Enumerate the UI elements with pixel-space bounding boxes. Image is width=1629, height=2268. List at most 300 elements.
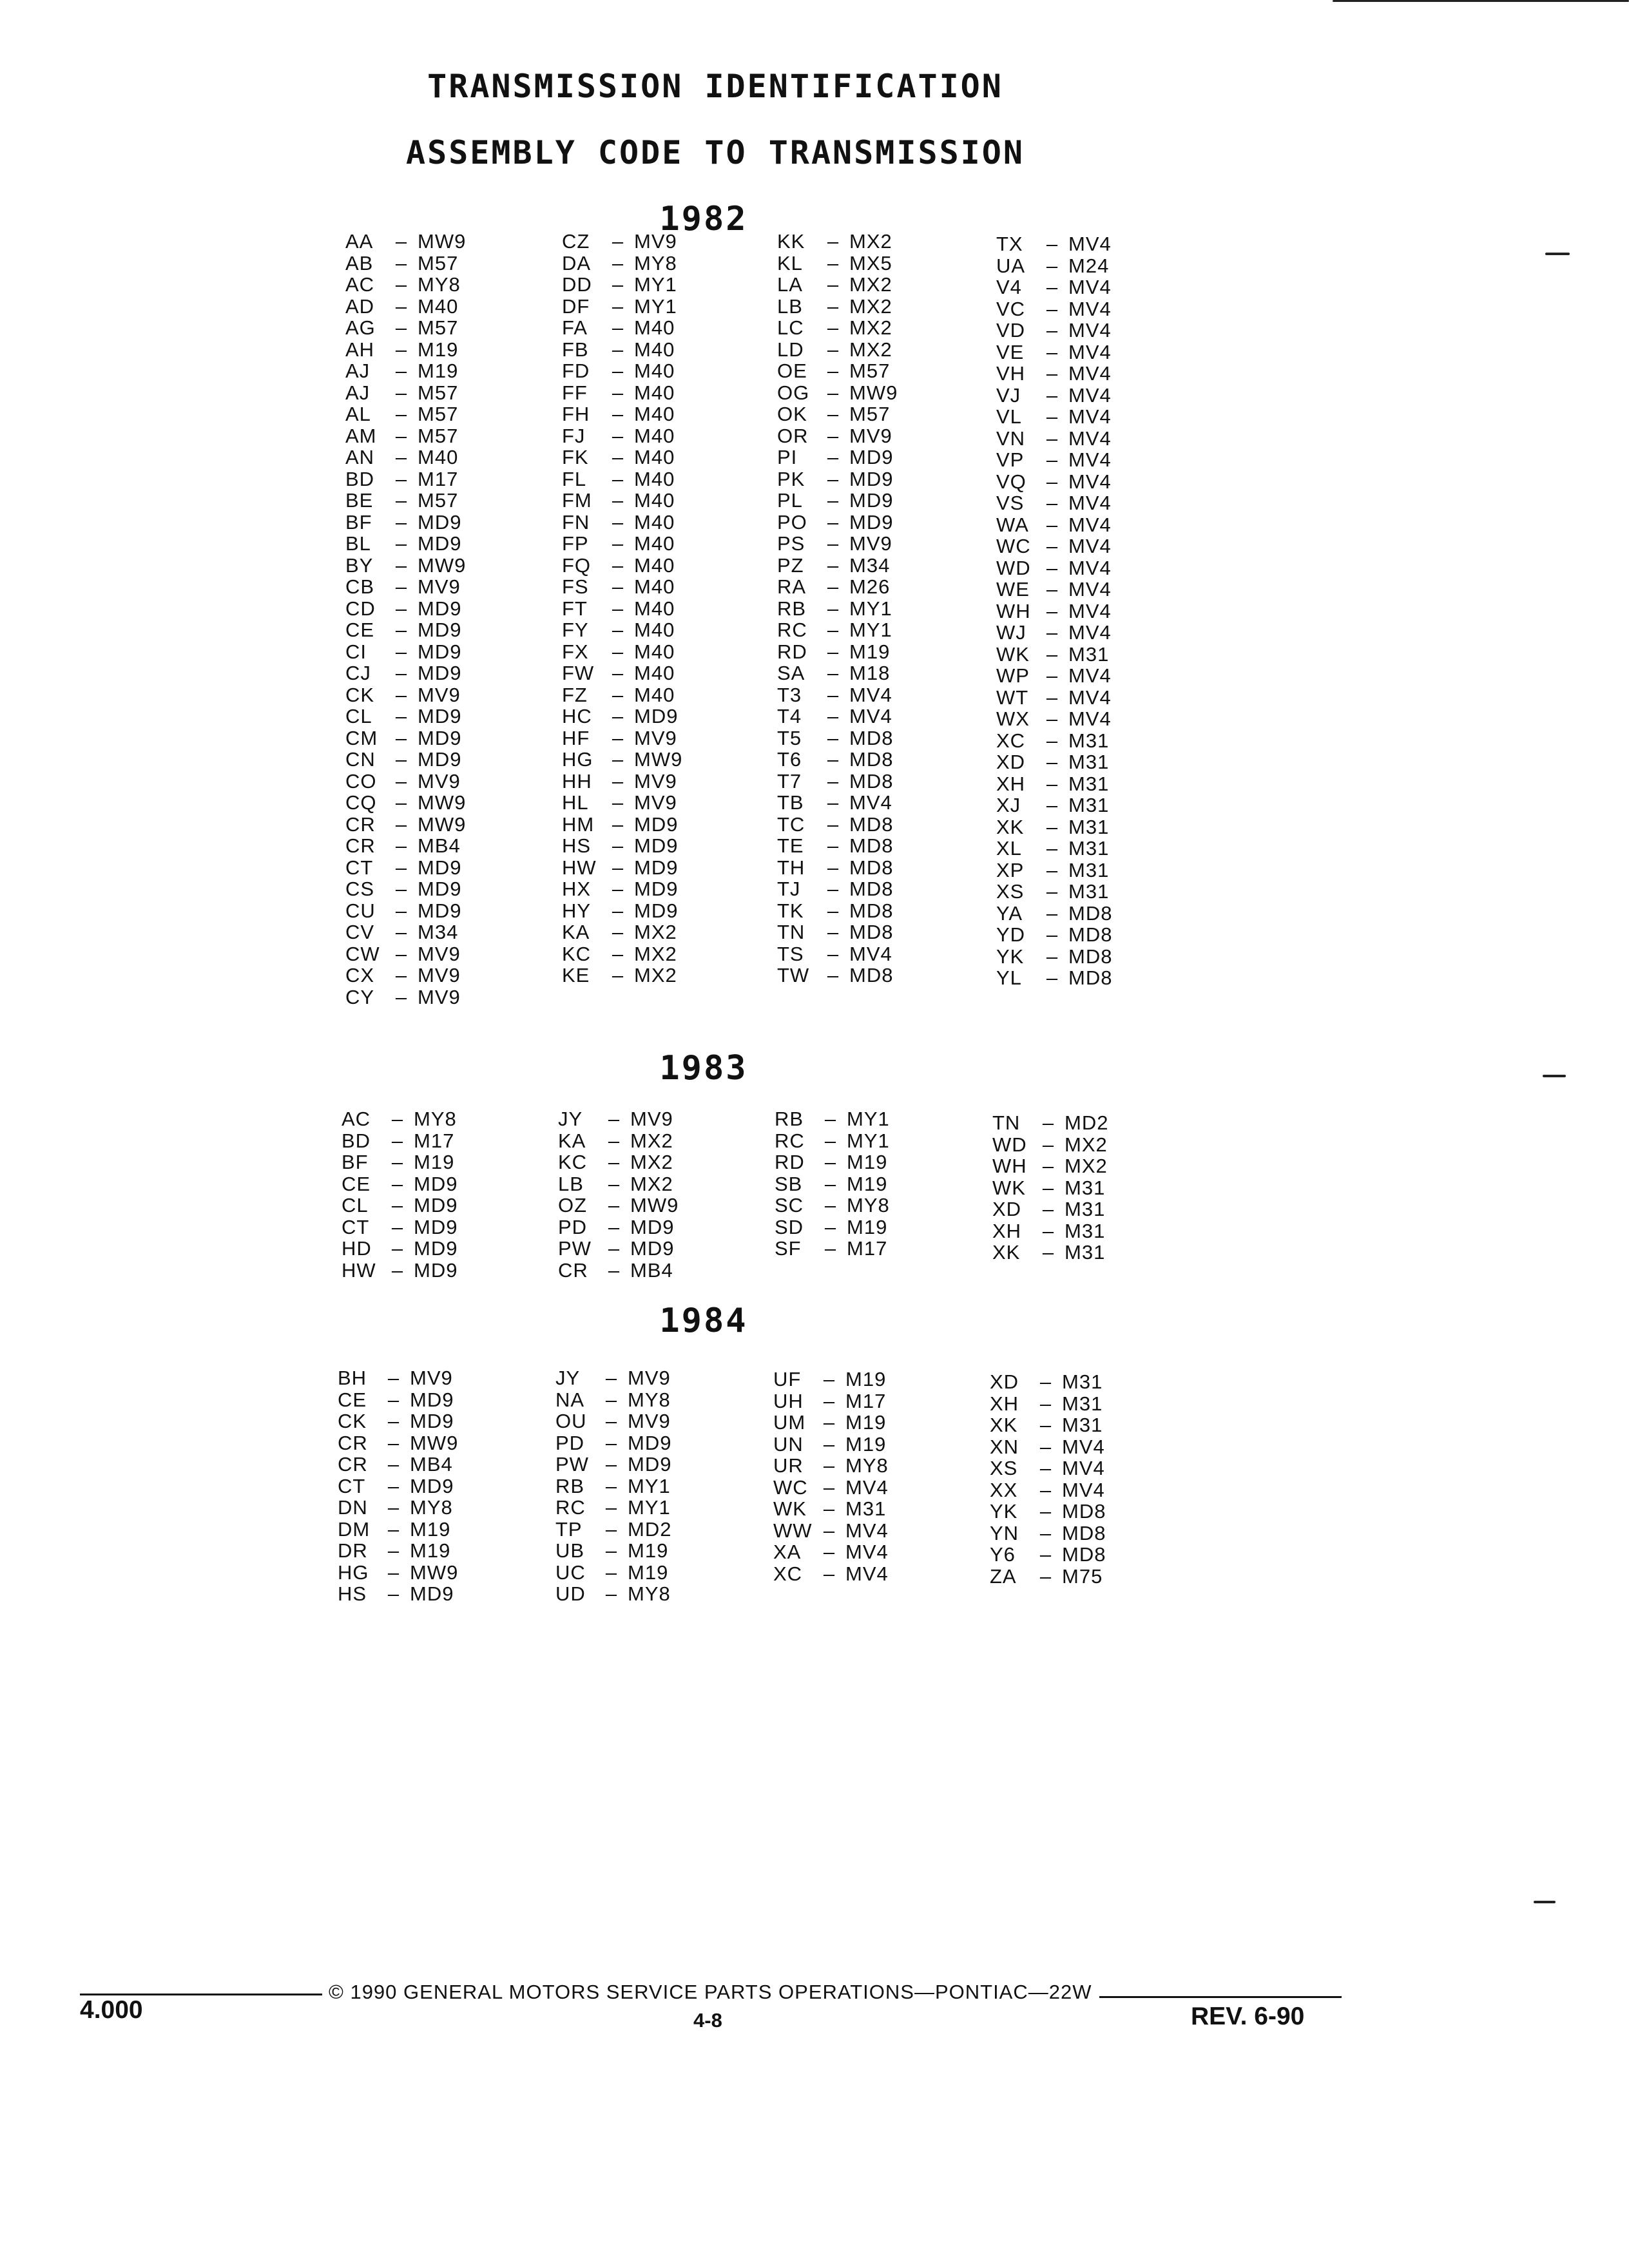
code-entry bbox=[338, 1410, 531, 1432]
code-entry bbox=[777, 662, 970, 684]
separator-dash: – bbox=[827, 597, 840, 620]
separator-dash: – bbox=[612, 553, 624, 577]
code-entry bbox=[555, 1540, 749, 1562]
assembly-code: FX bbox=[562, 640, 589, 663]
code-entry bbox=[996, 492, 1190, 514]
assembly-code: YD bbox=[996, 923, 1026, 946]
code-entry bbox=[992, 1220, 1186, 1242]
footer-page-number: 4-8 bbox=[693, 2009, 722, 2032]
assembly-code: DF bbox=[562, 294, 590, 318]
transmission-code: M57 bbox=[418, 316, 459, 339]
transmission-code: MD8 bbox=[1062, 1500, 1106, 1523]
separator-dash: – bbox=[605, 1539, 618, 1562]
code-entry bbox=[342, 1173, 535, 1195]
separator-dash: – bbox=[612, 575, 624, 598]
transmission-code: M34 bbox=[418, 921, 459, 943]
code-entry bbox=[555, 1475, 749, 1497]
code-entry bbox=[996, 946, 1190, 968]
code-entry bbox=[777, 619, 970, 641]
transmission-code: MD8 bbox=[849, 964, 894, 986]
assembly-code: WC bbox=[996, 535, 1031, 557]
separator-dash: – bbox=[1046, 383, 1059, 407]
assembly-code: BY bbox=[345, 553, 374, 577]
assembly-code: RD bbox=[775, 1151, 805, 1173]
separator-dash: – bbox=[1046, 923, 1059, 946]
assembly-code: HG bbox=[338, 1561, 369, 1584]
separator-dash: – bbox=[391, 1215, 404, 1238]
separator-dash: – bbox=[612, 878, 624, 900]
transmission-code: MD9 bbox=[414, 1237, 458, 1260]
transmission-code: M40 bbox=[634, 683, 675, 706]
transmission-code: M31 bbox=[1065, 1241, 1106, 1264]
transmission-code: MD9 bbox=[418, 726, 462, 749]
assembly-code: PS bbox=[777, 532, 805, 555]
assembly-code: FT bbox=[562, 597, 588, 620]
assembly-code: XH bbox=[992, 1219, 1022, 1242]
assembly-code: WT bbox=[996, 686, 1029, 709]
code-entry bbox=[345, 965, 539, 986]
assembly-code: HY bbox=[562, 899, 592, 922]
transmission-code: M40 bbox=[634, 575, 675, 598]
assembly-code: AG bbox=[345, 316, 376, 339]
separator-dash: – bbox=[1039, 1435, 1052, 1458]
assembly-code: CL bbox=[345, 705, 372, 727]
transmission-code: MD2 bbox=[1065, 1111, 1109, 1134]
code-entry bbox=[996, 967, 1190, 989]
separator-dash: – bbox=[612, 360, 624, 382]
separator-dash: – bbox=[612, 403, 624, 425]
assembly-code: LD bbox=[777, 338, 804, 361]
assembly-code: VN bbox=[996, 427, 1026, 450]
separator-dash: – bbox=[395, 834, 408, 857]
separator-dash: – bbox=[395, 553, 408, 577]
separator-dash: – bbox=[827, 294, 840, 318]
separator-dash: – bbox=[1046, 729, 1059, 752]
separator-dash: – bbox=[1042, 1133, 1055, 1156]
assembly-code: XJ bbox=[996, 794, 1021, 816]
code-entry bbox=[996, 665, 1190, 687]
code-entry bbox=[773, 1541, 967, 1563]
code-entry bbox=[562, 641, 755, 663]
assembly-code: VP bbox=[996, 448, 1025, 471]
assembly-code: HL bbox=[562, 791, 589, 814]
separator-dash: – bbox=[395, 856, 408, 879]
separator-dash: – bbox=[608, 1237, 621, 1260]
assembly-code: FA bbox=[562, 316, 588, 339]
code-entry bbox=[562, 403, 755, 425]
transmission-code: MD9 bbox=[634, 812, 679, 836]
assembly-code: FY bbox=[562, 619, 589, 641]
transmission-code: MD9 bbox=[418, 878, 462, 900]
separator-dash: – bbox=[827, 964, 840, 986]
separator-dash: – bbox=[823, 1519, 836, 1542]
assembly-code: FB bbox=[562, 338, 589, 361]
separator-dash: – bbox=[608, 1215, 621, 1238]
code-entry bbox=[345, 706, 539, 727]
assembly-code: TB bbox=[777, 791, 804, 814]
margin-tick-mark bbox=[1543, 1075, 1566, 1077]
separator-dash: – bbox=[387, 1388, 400, 1411]
transmission-code: MD8 bbox=[849, 834, 894, 857]
separator-dash: – bbox=[1046, 405, 1059, 428]
transmission-code: MD9 bbox=[418, 640, 462, 663]
separator-dash: – bbox=[395, 230, 408, 253]
transmission-code: MV4 bbox=[1068, 427, 1112, 450]
transmission-code: MD8 bbox=[849, 769, 894, 793]
transmission-code: MW9 bbox=[634, 748, 683, 771]
separator-dash: – bbox=[612, 381, 624, 404]
transmission-code: MY1 bbox=[628, 1474, 671, 1497]
assembly-code: CL bbox=[342, 1194, 369, 1216]
code-entry bbox=[996, 860, 1190, 881]
separator-dash: – bbox=[395, 251, 408, 274]
assembly-code: FK bbox=[562, 446, 589, 468]
separator-dash: – bbox=[827, 683, 840, 706]
code-entry bbox=[775, 1108, 968, 1130]
code-column bbox=[777, 231, 970, 986]
transmission-code: MV4 bbox=[845, 1541, 889, 1563]
code-entry bbox=[555, 1367, 749, 1389]
separator-dash: – bbox=[387, 1367, 400, 1389]
separator-dash: – bbox=[1046, 599, 1059, 622]
code-entry bbox=[996, 687, 1190, 709]
transmission-code: MD9 bbox=[414, 1172, 458, 1195]
separator-dash: – bbox=[395, 964, 408, 986]
transmission-code: M31 bbox=[1068, 858, 1110, 881]
transmission-code: MD8 bbox=[849, 878, 894, 900]
code-entry bbox=[345, 382, 539, 404]
code-entry bbox=[342, 1216, 535, 1238]
transmission-code: MD9 bbox=[634, 856, 679, 879]
separator-dash: – bbox=[827, 360, 840, 382]
transmission-code: M57 bbox=[418, 489, 459, 512]
code-entry bbox=[558, 1216, 751, 1238]
assembly-code: XD bbox=[992, 1198, 1022, 1220]
transmission-code: M57 bbox=[418, 381, 459, 404]
code-entry bbox=[992, 1112, 1186, 1134]
transmission-code: MW9 bbox=[418, 791, 467, 814]
assembly-code: RB bbox=[555, 1474, 585, 1497]
code-entry bbox=[345, 533, 539, 555]
code-entry bbox=[345, 296, 539, 318]
code-entry bbox=[996, 471, 1190, 493]
code-entry bbox=[555, 1583, 749, 1605]
separator-dash: – bbox=[1046, 492, 1059, 514]
code-entry bbox=[345, 792, 539, 814]
transmission-code: MY8 bbox=[845, 1454, 889, 1477]
transmission-code: MV4 bbox=[1062, 1457, 1105, 1479]
code-entry bbox=[777, 792, 970, 814]
separator-dash: – bbox=[395, 360, 408, 382]
code-entry bbox=[777, 749, 970, 771]
code-entry bbox=[562, 296, 755, 318]
transmission-code: MY1 bbox=[634, 273, 677, 296]
assembly-code: SC bbox=[775, 1194, 804, 1216]
assembly-code: PK bbox=[777, 467, 805, 490]
separator-dash: – bbox=[395, 640, 408, 663]
code-entry bbox=[777, 814, 970, 836]
transmission-code: M31 bbox=[1068, 729, 1110, 752]
assembly-code: T5 bbox=[777, 726, 802, 749]
separator-dash: – bbox=[1039, 1564, 1052, 1588]
assembly-code: CM bbox=[345, 726, 378, 749]
transmission-code: M40 bbox=[634, 360, 675, 382]
code-entry bbox=[562, 684, 755, 706]
assembly-code: DA bbox=[562, 251, 592, 274]
separator-dash: – bbox=[612, 856, 624, 879]
separator-dash: – bbox=[827, 662, 840, 684]
transmission-code: M31 bbox=[1068, 751, 1110, 773]
separator-dash: – bbox=[827, 510, 840, 533]
code-entry bbox=[777, 965, 970, 986]
separator-dash: – bbox=[1042, 1241, 1055, 1264]
separator-dash: – bbox=[605, 1582, 618, 1605]
code-entry bbox=[996, 449, 1190, 471]
assembly-code: VL bbox=[996, 405, 1022, 428]
transmission-code: M40 bbox=[634, 381, 675, 404]
separator-dash: – bbox=[608, 1129, 621, 1152]
transmission-code: MY1 bbox=[849, 619, 892, 641]
separator-dash: – bbox=[612, 726, 624, 749]
separator-dash: – bbox=[827, 575, 840, 598]
separator-dash: – bbox=[395, 921, 408, 943]
transmission-code: MX2 bbox=[849, 273, 892, 296]
assembly-code: V4 bbox=[996, 276, 1022, 298]
transmission-code: MV4 bbox=[849, 791, 892, 814]
code-entry bbox=[996, 773, 1190, 795]
separator-dash: – bbox=[395, 662, 408, 684]
code-entry bbox=[562, 943, 755, 965]
assembly-code: CE bbox=[345, 619, 375, 641]
code-entry bbox=[996, 535, 1190, 557]
transmission-code: MD8 bbox=[1068, 945, 1113, 968]
code-entry bbox=[338, 1562, 531, 1584]
code-entry bbox=[777, 425, 970, 447]
code-entry bbox=[996, 557, 1190, 579]
separator-dash: – bbox=[387, 1431, 400, 1454]
transmission-code: MY8 bbox=[410, 1496, 453, 1519]
assembly-code: JY bbox=[555, 1367, 581, 1389]
assembly-code: PW bbox=[558, 1237, 592, 1260]
separator-dash: – bbox=[823, 1562, 836, 1585]
assembly-code: FM bbox=[562, 489, 592, 512]
transmission-code: MX5 bbox=[849, 251, 892, 274]
code-entry bbox=[996, 514, 1190, 536]
code-column bbox=[345, 231, 539, 1008]
code-entry bbox=[345, 576, 539, 598]
assembly-code: VD bbox=[996, 319, 1026, 341]
transmission-code: MX2 bbox=[849, 294, 892, 318]
assembly-code: SD bbox=[775, 1215, 804, 1238]
assembly-code: HX bbox=[562, 878, 592, 900]
transmission-code: MY1 bbox=[847, 1108, 890, 1130]
assembly-code: SF bbox=[775, 1237, 802, 1260]
transmission-code: MV4 bbox=[845, 1519, 889, 1542]
transmission-code: M31 bbox=[1068, 837, 1110, 860]
year-heading-1984: 1984 bbox=[659, 1302, 748, 1340]
transmission-code: M40 bbox=[634, 640, 675, 663]
transmission-code: M17 bbox=[418, 467, 459, 490]
transmission-code: MB4 bbox=[410, 1453, 453, 1475]
separator-dash: – bbox=[612, 964, 624, 986]
transmission-code: M19 bbox=[845, 1411, 887, 1434]
code-entry bbox=[345, 749, 539, 771]
assembly-code: SA bbox=[777, 662, 805, 684]
assembly-code: YK bbox=[996, 945, 1025, 968]
separator-dash: – bbox=[395, 532, 408, 555]
assembly-code: UB bbox=[555, 1539, 585, 1562]
code-entry bbox=[777, 641, 970, 663]
transmission-code: M40 bbox=[634, 532, 675, 555]
transmission-code: M40 bbox=[634, 619, 675, 641]
assembly-code: RA bbox=[777, 575, 807, 598]
code-entry bbox=[562, 512, 755, 533]
separator-dash: – bbox=[391, 1129, 404, 1152]
assembly-code: FL bbox=[562, 467, 587, 490]
separator-dash: – bbox=[827, 230, 840, 253]
assembly-code: CB bbox=[345, 575, 375, 598]
separator-dash: – bbox=[612, 467, 624, 490]
separator-dash: – bbox=[612, 230, 624, 253]
separator-dash: – bbox=[612, 705, 624, 727]
code-entry bbox=[777, 727, 970, 749]
code-entry bbox=[338, 1497, 531, 1519]
footer-rule-right bbox=[1099, 1996, 1342, 1998]
transmission-code: M57 bbox=[418, 403, 459, 425]
separator-dash: – bbox=[612, 662, 624, 684]
transmission-code: MX2 bbox=[634, 921, 677, 943]
code-entry bbox=[562, 662, 755, 684]
assembly-code: T6 bbox=[777, 748, 802, 771]
assembly-code: CR bbox=[345, 812, 376, 836]
footer-section-number: 4.000 bbox=[80, 1996, 143, 2024]
assembly-code: HF bbox=[562, 726, 590, 749]
code-entry bbox=[996, 881, 1190, 903]
assembly-code: FS bbox=[562, 575, 589, 598]
transmission-code: M57 bbox=[418, 424, 459, 447]
separator-dash: – bbox=[1039, 1478, 1052, 1501]
transmission-code: MV4 bbox=[1068, 621, 1112, 644]
assembly-code: WE bbox=[996, 578, 1030, 601]
assembly-code: BH bbox=[338, 1367, 367, 1389]
transmission-code: M31 bbox=[1068, 794, 1110, 816]
code-entry bbox=[992, 1155, 1186, 1177]
transmission-code: MD9 bbox=[634, 834, 679, 857]
assembly-code: OR bbox=[777, 424, 809, 447]
code-entry bbox=[562, 727, 755, 749]
separator-dash: – bbox=[387, 1453, 400, 1475]
code-entry bbox=[555, 1519, 749, 1541]
separator-dash: – bbox=[395, 985, 408, 1008]
transmission-code: M31 bbox=[1062, 1392, 1103, 1415]
assembly-code: HS bbox=[562, 834, 592, 857]
code-entry bbox=[996, 298, 1190, 320]
assembly-code: WD bbox=[992, 1133, 1027, 1156]
separator-dash: – bbox=[612, 532, 624, 555]
margin-tick-mark bbox=[1545, 253, 1570, 255]
transmission-code: MV4 bbox=[1068, 448, 1112, 471]
transmission-code: MD9 bbox=[849, 446, 894, 468]
transmission-code: M19 bbox=[410, 1539, 451, 1562]
separator-dash: – bbox=[395, 899, 408, 922]
code-entry bbox=[338, 1519, 531, 1541]
transmission-code: MD9 bbox=[628, 1431, 672, 1454]
code-entry bbox=[777, 253, 970, 274]
code-entry bbox=[558, 1130, 751, 1152]
separator-dash: – bbox=[387, 1561, 400, 1584]
separator-dash: – bbox=[823, 1432, 836, 1456]
assembly-code: FN bbox=[562, 510, 590, 533]
separator-dash: – bbox=[1039, 1392, 1052, 1415]
separator-dash: – bbox=[1046, 276, 1059, 298]
code-entry bbox=[990, 1479, 1183, 1501]
assembly-code: VJ bbox=[996, 383, 1021, 407]
separator-dash: – bbox=[823, 1475, 836, 1499]
code-entry bbox=[562, 835, 755, 857]
separator-dash: – bbox=[1046, 556, 1059, 579]
assembly-code: LC bbox=[777, 316, 804, 339]
code-entry bbox=[345, 598, 539, 620]
code-entry bbox=[345, 727, 539, 749]
transmission-code: M40 bbox=[418, 446, 459, 468]
code-entry bbox=[777, 296, 970, 318]
code-entry bbox=[555, 1562, 749, 1584]
assembly-code: PZ bbox=[777, 553, 804, 577]
transmission-code: MD2 bbox=[628, 1517, 672, 1541]
code-entry bbox=[338, 1432, 531, 1454]
transmission-code: M31 bbox=[1065, 1219, 1106, 1242]
separator-dash: – bbox=[612, 294, 624, 318]
separator-dash: – bbox=[1039, 1500, 1052, 1523]
assembly-code: XH bbox=[990, 1392, 1019, 1415]
separator-dash: – bbox=[827, 424, 840, 447]
assembly-code: CV bbox=[345, 921, 375, 943]
transmission-code: MV4 bbox=[1068, 664, 1112, 687]
code-entry bbox=[990, 1544, 1183, 1566]
code-entry bbox=[562, 468, 755, 490]
transmission-code: MD9 bbox=[418, 705, 462, 727]
assembly-code: XS bbox=[996, 880, 1025, 903]
assembly-code: WD bbox=[996, 556, 1031, 579]
transmission-code: MD9 bbox=[410, 1410, 454, 1432]
assembly-code: HH bbox=[562, 769, 592, 793]
code-entry bbox=[777, 771, 970, 793]
transmission-code: MX2 bbox=[634, 942, 677, 965]
separator-dash: – bbox=[1046, 621, 1059, 644]
transmission-code: MD8 bbox=[849, 856, 894, 879]
footer-copyright: © 1990 GENERAL MOTORS SERVICE PARTS OPERATIONS—PONTIAC—22W bbox=[329, 1981, 1092, 2003]
transmission-code: MD8 bbox=[849, 899, 894, 922]
transmission-code: MV4 bbox=[1068, 535, 1112, 557]
code-entry bbox=[345, 771, 539, 793]
code-entry bbox=[345, 360, 539, 382]
assembly-code: CU bbox=[345, 899, 376, 922]
transmission-code: MV4 bbox=[1068, 599, 1112, 622]
separator-dash: – bbox=[1046, 686, 1059, 709]
transmission-code: M19 bbox=[845, 1368, 887, 1390]
transmission-code: M19 bbox=[847, 1151, 888, 1173]
separator-dash: – bbox=[1039, 1543, 1052, 1566]
transmission-code: M19 bbox=[847, 1215, 888, 1238]
code-entry bbox=[345, 403, 539, 425]
code-entry bbox=[777, 921, 970, 943]
separator-dash: – bbox=[612, 424, 624, 447]
code-entry bbox=[562, 814, 755, 836]
assembly-code: XK bbox=[992, 1241, 1021, 1264]
assembly-code: ZA bbox=[990, 1564, 1017, 1588]
assembly-code: KA bbox=[558, 1129, 586, 1152]
code-entry bbox=[338, 1454, 531, 1475]
